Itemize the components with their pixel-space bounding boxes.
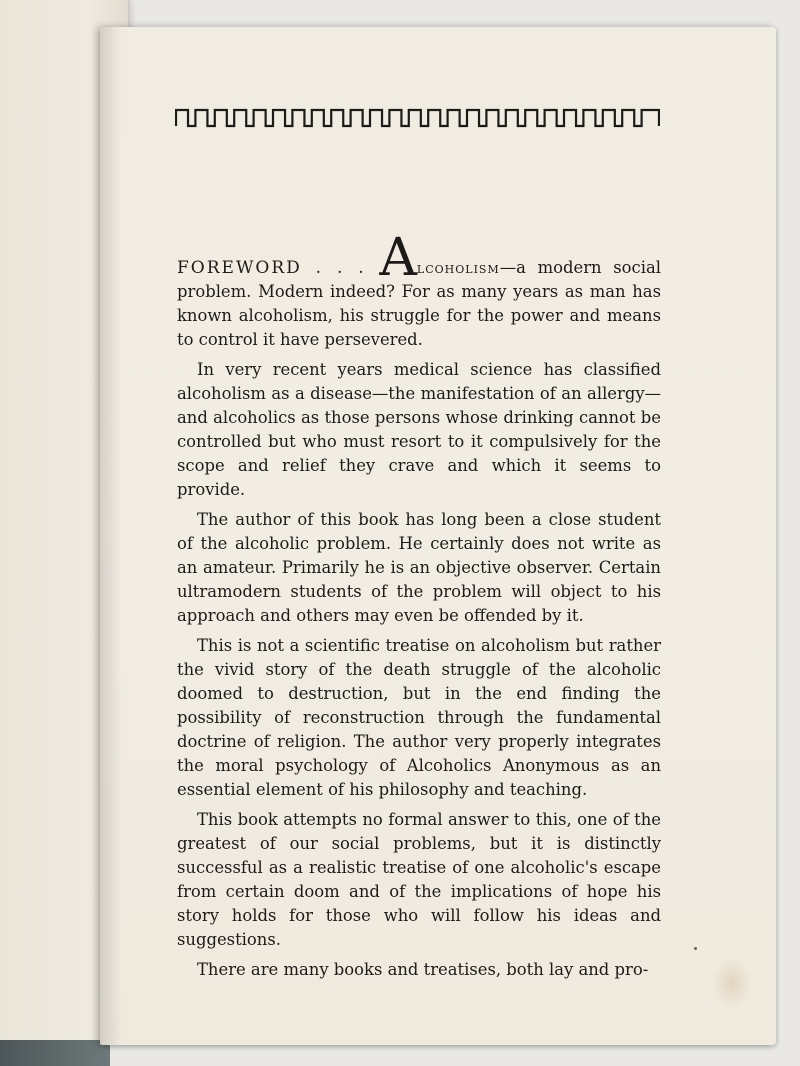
page-gutter-shadow	[100, 27, 122, 1045]
paragraph-5: This book attempts no formal answer to this, one of the greatest of our social problems, but it is distinctly successful as a realistic treatise of one alcoholic's escape from certain doom and of the implications of hope his story holds for those who will follow his ideas and suggestions.	[177, 810, 661, 949]
greek-key-border-ornament	[175, 106, 660, 130]
paper-speck	[694, 947, 697, 950]
paragraph-1	[177, 228, 661, 352]
drop-cap: A	[379, 228, 417, 288]
foreword-heading: FOREWORD . . .	[177, 258, 366, 278]
binding-cloth-edge	[0, 1040, 110, 1066]
paragraph-3: The author of this book has long been a close student of the alcoholic problem. He certainly does not write as an amateur. Primarily he is an objective observer. Certain ultramodern students of the problem will object to his approach and others may even be offended by it.	[177, 510, 661, 625]
paragraph-2: In very recent years medical science has classified alcoholism as a disease—the manifestation of an allergy—and alcoholics as those persons whose drinking cannot be controlled but who must resort to it compulsively for the scope and relief they crave and which it seems to provide.	[177, 360, 661, 499]
paragraph-6: There are many books and treatises, both lay and pro-	[197, 960, 649, 979]
paragraph-1-text: —a modern social problem. Modern indeed? For as many years as man has known alcoholism, his struggle for the power and means to control it have persevered.	[177, 258, 661, 349]
paragraph-4: This is not a scientific treatise on alcoholism but rather the vivid story of the death struggle of the alcoholic doomed to destruction, but in the end finding the possibility of reconstruction through the fundamental doctrine of religion. The author very properly integrates the moral psychology of Alcoholics Anonymous as an essential element of his philosophy and teaching.	[177, 636, 661, 799]
foreword-body	[177, 228, 661, 982]
paper-stain	[712, 958, 752, 1008]
drop-cap-word: lcoholism	[416, 258, 500, 277]
